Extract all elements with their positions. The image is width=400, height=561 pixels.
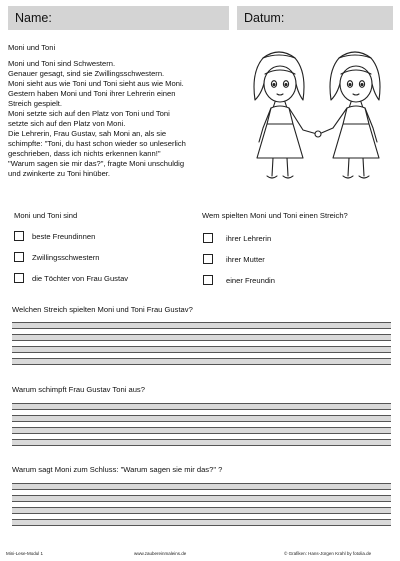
answer-line[interactable] xyxy=(12,519,391,526)
q2-checkbox-3[interactable] xyxy=(203,275,213,285)
date-field[interactable] xyxy=(237,6,393,30)
story-line: "Warum sagen sie mir das?", fragte Moni unschuldig xyxy=(8,159,185,168)
q4-question: Warum schimpft Frau Gustav Toni aus? xyxy=(12,385,145,394)
q1-checkbox-1[interactable] xyxy=(14,231,24,241)
story-line: Streich gespielt. xyxy=(8,99,63,108)
q5-answer-lines[interactable] xyxy=(12,483,391,531)
q2-option-2: ihrer Mutter xyxy=(226,255,265,264)
story-line: setzte sich auf den Platz von Moni. xyxy=(8,119,126,128)
answer-line[interactable] xyxy=(12,439,391,446)
q2-option-3: einer Freundin xyxy=(226,276,275,285)
answer-line[interactable] xyxy=(12,403,391,410)
answer-line[interactable] xyxy=(12,334,391,341)
answer-line[interactable] xyxy=(12,495,391,502)
story-line: und zwinkerte zu Toni hinüber. xyxy=(8,169,111,178)
story-line: Die Lehrerin, Frau Gustav, sah Moni an, als sie xyxy=(8,129,167,138)
date-label: Datum: xyxy=(244,11,285,25)
q2-checkbox-2[interactable] xyxy=(203,254,213,264)
q2-option-1: ihrer Lehrerin xyxy=(226,234,272,243)
twins-illustration xyxy=(245,42,395,192)
story-line: Moni und Toni sind Schwestern. xyxy=(8,59,116,68)
footer-credits: © Grafiken: Hans-Jürgen Krahl by fotolia.de xyxy=(284,551,372,556)
answer-line[interactable] xyxy=(12,507,391,514)
answer-line[interactable] xyxy=(12,427,391,434)
story-line: Moni sieht aus wie Toni und Toni sieht aus wie Moni. xyxy=(8,79,184,88)
answer-line[interactable] xyxy=(12,322,391,329)
answer-line[interactable] xyxy=(12,346,391,353)
q1-question: Moni und Toni sind xyxy=(14,211,78,220)
q2-checkbox-1[interactable] xyxy=(203,233,213,243)
q1-option-2: Zwillingsschwestern xyxy=(32,253,100,262)
q5-question: Warum sagt Moni zum Schluss: "Warum sagen sie mir das?" ? xyxy=(12,465,223,474)
q3-question: Welchen Streich spielten Moni und Toni Frau Gustav? xyxy=(12,305,193,314)
q4-answer-lines[interactable] xyxy=(12,403,391,451)
name-label: Name: xyxy=(15,11,52,25)
footer-website-link[interactable]: www.zaubereinmaleins.de xyxy=(134,551,187,556)
story-line: Genauer gesagt, sind sie Zwillingsschwestern. xyxy=(8,69,165,78)
answer-line[interactable] xyxy=(12,415,391,422)
story-line: schimpfte: "Toni, du hast schon wieder so unleserlich xyxy=(8,139,186,148)
answer-line[interactable] xyxy=(12,483,391,490)
story-title: Moni und Toni xyxy=(8,43,56,52)
story-line: geschrieben, dass ich nichts erkennen kann!" xyxy=(8,149,161,158)
story-line: Gestern haben Moni und Toni ihrer Lehrerin einen xyxy=(8,89,176,98)
q3-answer-lines[interactable] xyxy=(12,322,391,370)
answer-line[interactable] xyxy=(12,358,391,365)
q1-option-1: beste Freundinnen xyxy=(32,232,96,241)
q1-checkbox-2[interactable] xyxy=(14,252,24,262)
footer-module: Mini-Lese-Modul 1 xyxy=(6,551,44,556)
story-text xyxy=(8,59,238,179)
story-line: Moni setzte sich auf den Platz von Toni und Toni xyxy=(8,109,170,118)
q1-option-3: die Töchter von Frau Gustav xyxy=(32,274,129,283)
name-field[interactable] xyxy=(8,6,229,30)
q1-checkbox-3[interactable] xyxy=(14,273,24,283)
q2-question: Wem spielten Moni und Toni einen Streich? xyxy=(202,211,348,220)
